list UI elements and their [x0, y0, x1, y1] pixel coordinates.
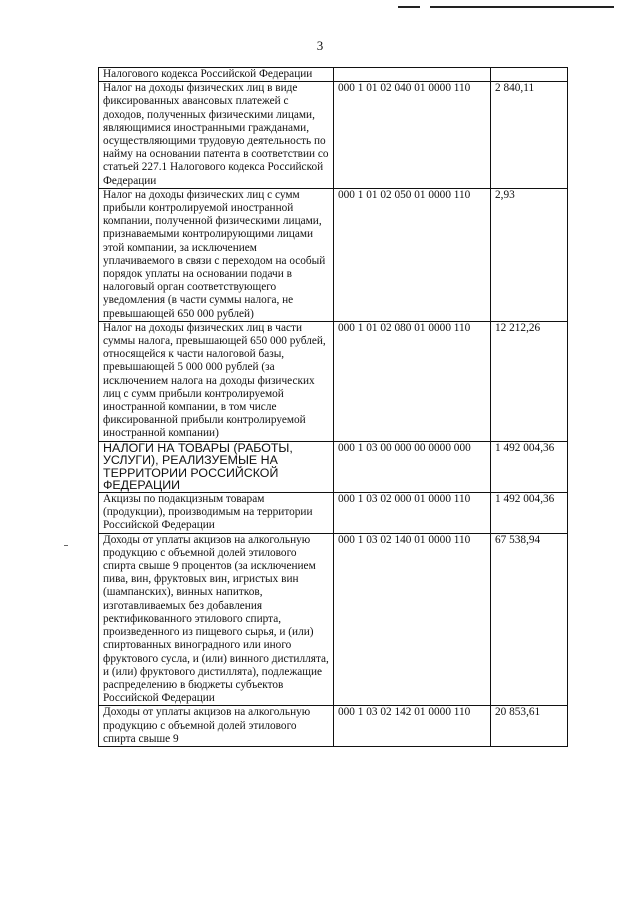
- table-row: [99, 68, 568, 82]
- row-code: [334, 68, 491, 82]
- header-rule-long: [430, 6, 614, 8]
- row-amount: [491, 68, 568, 82]
- table-row-section: [99, 441, 568, 492]
- row-code: 000 1 03 02 140 01 0000 110: [334, 533, 491, 706]
- table-row: [99, 321, 568, 441]
- row-name: Налог на доходы физических лиц в части суммы налога, превышающей 650 000 рублей, относящейся к части налоговой базы, превышающей 5 000 000 рублей (за исключением налога на доходы физических лиц с сумм прибыли контролируемой иностранной компании, в том числе фиксированной прибыли контролируемой иностранной компании): [99, 321, 334, 441]
- header-rule-short: [398, 6, 420, 8]
- row-amount: 12 212,26: [491, 321, 568, 441]
- row-code: 000 1 01 02 050 01 0000 110: [334, 188, 491, 321]
- row-amount: 2 840,11: [491, 82, 568, 189]
- page-number: 3: [316, 38, 324, 53]
- row-name: НАЛОГИ НА ТОВАРЫ (РАБОТЫ, УСЛУГИ), РЕАЛИЗУЕМЫЕ НА ТЕРРИТОРИИ РОССИЙСКОЙ ФЕДЕРАЦИИ: [99, 441, 334, 492]
- row-name: Налог на доходы физических лиц с сумм прибыли контролируемой иностранной компании, полученной физическими лицами, признаваемыми контролирующими лицами этой компании, за исключением уплачиваемого в связи с переходом на особый порядок уплаты на основании подачи в налоговый орган соответствующего уведомления (в части суммы налога, не превышающей 650 000 рублей): [99, 188, 334, 321]
- budget-revenue-table: [98, 67, 568, 747]
- table-row: [99, 493, 568, 534]
- row-name: Доходы от уплаты акцизов на алкогольную продукцию с объемной долей этилового спирта свыше 9: [99, 706, 334, 747]
- row-name: Акцизы по подакцизным товарам (продукции), производимым на территории Российской Федерации: [99, 493, 334, 534]
- row-code: 000 1 03 02 000 01 0000 110: [334, 493, 491, 534]
- row-amount: 1 492 004,36: [491, 441, 568, 492]
- row-code: 000 1 03 02 142 01 0000 110: [334, 706, 491, 747]
- table-row: [99, 706, 568, 747]
- row-code: 000 1 01 02 080 01 0000 110: [334, 321, 491, 441]
- row-amount: 1 492 004,36: [491, 493, 568, 534]
- row-amount: 20 853,61: [491, 706, 568, 747]
- row-name: Налог на доходы физических лиц в виде фиксированных авансовых платежей с доходов, полученных физическими лицами, являющимися иностранными гражданами, осуществляющими трудовую деятельность по найму на основании патента в соответствии со статьей 227.1 Налогового кодекса Российской Федерации: [99, 82, 334, 189]
- row-code: 000 1 03 00 000 00 0000 000: [334, 441, 491, 492]
- row-amount: 67 538,94: [491, 533, 568, 706]
- row-amount: 2,93: [491, 188, 568, 321]
- row-name: Налогового кодекса Российской Федерации: [99, 68, 334, 82]
- table-row: [99, 82, 568, 189]
- scan-mark: [64, 545, 68, 546]
- row-name: Доходы от уплаты акцизов на алкогольную продукцию с объемной долей этилового спирта свыше 9 процентов (за исключением пива, вин, фруктовых вин, игристых вин (шампанских), винных напитков, изготавливаемых без добавления ректификованного этилового спирта, произведенного из пищевого сырья, и (или) спиртованных виноградного или иного фруктового сусла, и (или) винного дистиллята, и (или) фруктового дистиллята), подлежащие распределению в бюджеты субъектов Российской Федерации: [99, 533, 334, 706]
- table-row: [99, 188, 568, 321]
- row-code: 000 1 01 02 040 01 0000 110: [334, 82, 491, 189]
- table-row: [99, 533, 568, 706]
